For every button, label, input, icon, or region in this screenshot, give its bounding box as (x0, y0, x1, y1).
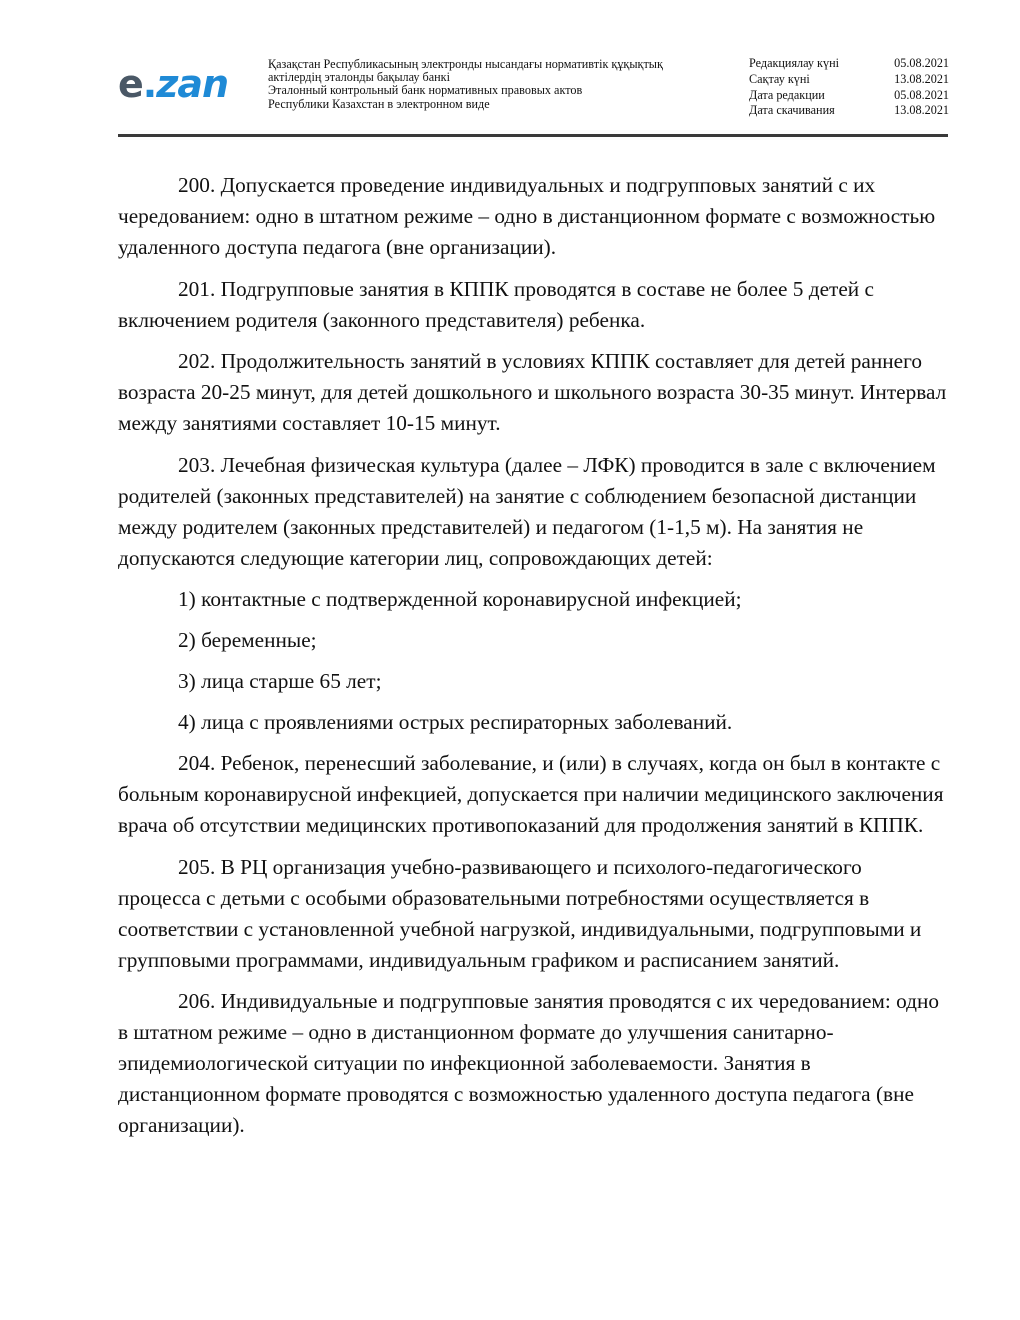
paragraph-201: 201. Подгрупповые занятия в КППК проводятся в составе не более 5 детей с включением родителя (законного представителя) ребенка. (118, 276, 874, 332)
paragraph-205: 205. В РЦ организация учебно-развивающего и психолого-педагогического процесса с детьми с особыми образовательными потребностями осуществляется в соответствии с установленной учебной нагрузкой, индивидуальными, подгрупповыми и групповыми программами, индивидуальным графиком и расписанием занятий. (118, 854, 922, 972)
header-description-line: Қазақстан Республикасының электронды нысандағы нормативтік құқықтық (268, 57, 663, 71)
meta-row-edit-date-ru (749, 88, 949, 104)
header-meta (749, 56, 949, 119)
header-description-line: актілердің эталонды бақылау банкі (268, 70, 450, 85)
document-body (118, 170, 948, 1152)
paragraph-206: 206. Индивидуальные и подгрупповые занятия проводятся с их чередованием: одно в штатном режиме – одно в дистанционном формате до улучшения санитарно-эпидемиологической ситуации по инфекционной заболеваемости. Занятия в дистанционном формате проводятся с возможностью удаленного доступа педагога (вне организации). (118, 989, 940, 1137)
meta-row-download-date-ru (749, 103, 949, 119)
paragraph-200: 200. Допускается проведение индивидуальных и подгрупповых занятий с их чередованием: одно в штатном режиме – одно в дистанционном формате с возможностью удаленного доступа педагога (вне организации). (118, 173, 936, 259)
paragraph-204: 204. Ребенок, перенесший заболевание, и (или) в случаях, когда он был в контакте с больным коронавирусной инфекцией, допускается при наличии медицинского заключения врача об отсутствии медицинских противопоказаний для продолжения занятий в КППК. (118, 751, 944, 837)
list-item-3: 3) лица старше 65 лет; (178, 669, 382, 693)
list-item-4: 4) лица с проявлениями острых респираторных заболеваний. (178, 710, 733, 734)
logo-word-zan: zan (156, 62, 229, 106)
meta-row-edit-date-kz (749, 56, 949, 72)
ezan-logo (118, 64, 228, 104)
paragraph-202: 202. Продолжительность занятий в условиях КППК составляет для детей раннего возраста 20-25 минут, для детей дошкольного и школьного возраста 30-35 минут. Интервал между занятиями составляет 10-15 минут. (118, 349, 947, 435)
meta-value: 13.08.2021 (894, 71, 949, 86)
meta-label: Редакциялау күні (749, 56, 839, 70)
paragraph-203: 203. Лечебная физическая культура (далее – ЛФК) проводится в зале с включением родителей (законных представителей) на занятие с соблюдением безопасной дистанции между родителем (законных представителей) и педагогом (1-1,5 м). На занятия не допускаются следующие категории лиц, сопровождающих детей: (118, 452, 936, 570)
meta-value: 05.08.2021 (894, 87, 949, 102)
meta-value: 13.08.2021 (894, 103, 949, 118)
document-header (118, 52, 948, 137)
meta-label: Дата скачивания (749, 103, 835, 118)
meta-value: 05.08.2021 (894, 56, 949, 70)
meta-label: Дата редакции (749, 87, 825, 102)
logo-letter-e: e (118, 62, 143, 106)
header-description-line: Эталонный контрольный банк нормативных правовых актов (268, 83, 583, 98)
header-description-line: Республики Казахстан в электронном виде (268, 96, 490, 111)
list-item-2: 2) беременные; (178, 628, 317, 652)
meta-label: Сақтау күні (749, 71, 810, 86)
meta-row-save-date-kz (749, 72, 949, 88)
list-item-1: 1) контактные с подтвержденной коронавирусной инфекцией; (178, 587, 742, 611)
logo-dot: . (142, 62, 157, 106)
header-description (268, 58, 708, 111)
